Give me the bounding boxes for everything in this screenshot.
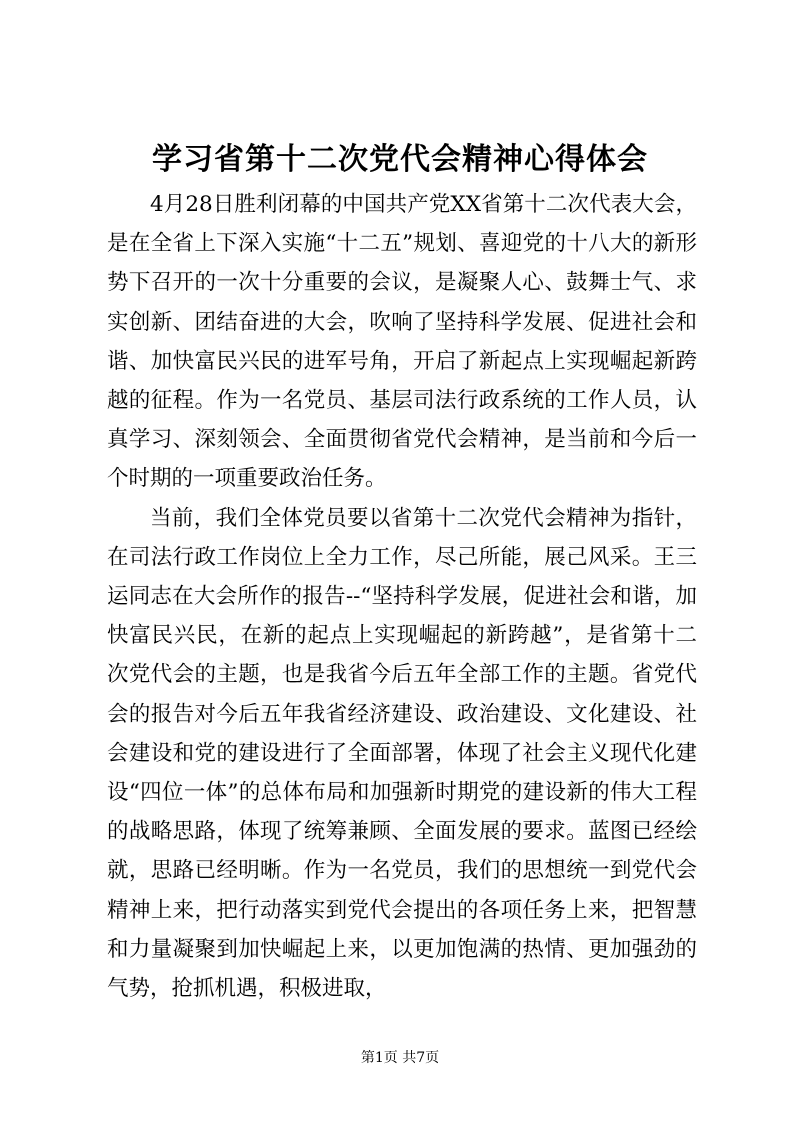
paragraph-2: 当前，我们全体党员要以省第十二次党代会精神为指针，在司法行政工作岗位上全力工作，尽己所能，展己风采。王三运同志在大会所作的报告--“坚持科学发展，促进社会和谐，加快富民兴民，在新的起点上实现崛起的新跨越”，是省第十二次党代会的主题，也是我省今后五年全部工作的主题。省党代会的报告对今后五年我省经济建设、政治建设、文化建设、社会建设和党的建设进行了全面部署，体现了社会主义现代化建设“四位一体”的总体布局和加强新时期党的建设新的伟大工程的战略思路，体现了统筹兼顾、全面发展的要求。蓝图已经绘就，思路已经明晰。作为一名党员，我们的思想统一到党代会精神上来，把行动落实到党代会提出的各项任务上来，把智慧和力量凝聚到加快崛起上来，以更加饱满的热情、更加强劲的气势，抢抓机遇，积极进取， xyxy=(107,505,697,1002)
document-body xyxy=(107,185,697,1008)
paragraph-1: 4月28日胜利闭幕的中国共产党XX省第十二次代表大会，是在全省上下深入实施“十二五”规划、喜迎党的十八大的新形势下召开的一次十分重要的会议，是凝聚人心、鼓舞士气、求实创新、团结奋进的大会，吹响了坚持科学发展、促进社会和谐、加快富民兴民的进军号角，开启了新起点上实现崛起新跨越的征程。作为一名党员、基层司法行政系统的工作人员，认真学习、深刻领会、全面贯彻省党代会精神，是当前和今后一个时期的一项重要政治任务。 xyxy=(107,192,697,492)
page-number-footer: 第1页 共7页 xyxy=(360,1050,440,1066)
document-title: 学习省第十二次党代会精神心得体会 xyxy=(152,142,648,177)
